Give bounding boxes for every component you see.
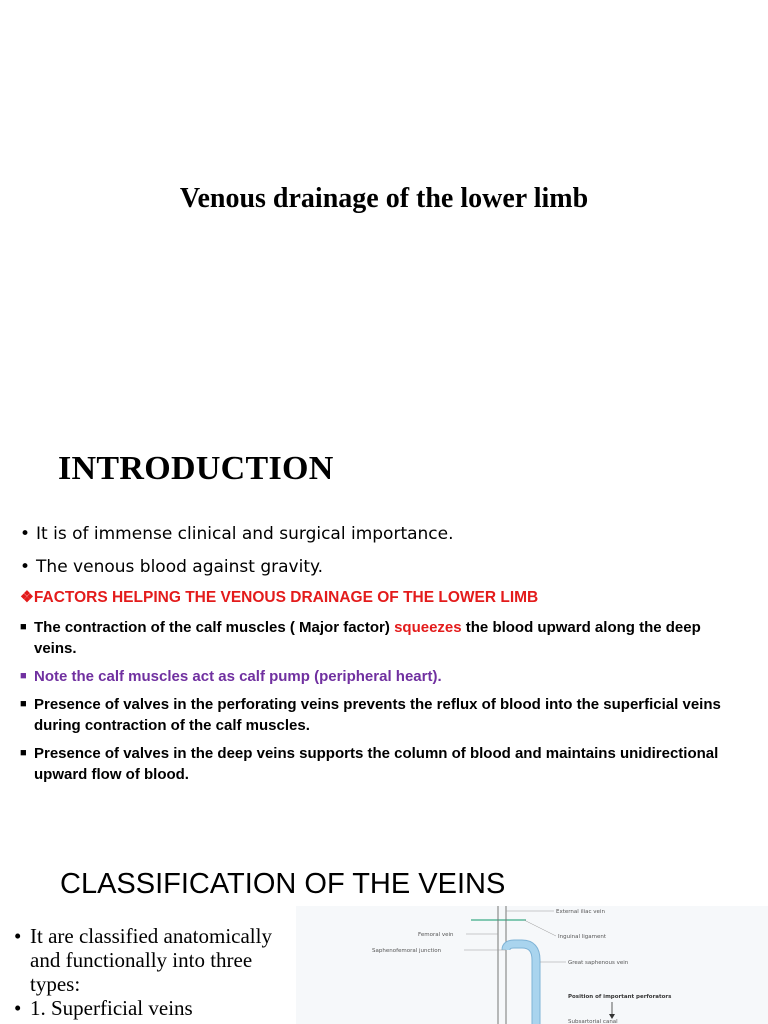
square-bullet-icon: ■ — [20, 698, 27, 710]
bullet-item: • The venous blood against gravity. — [20, 557, 324, 577]
bullet-icon: • — [20, 524, 31, 544]
highlight-word: squeezes — [394, 619, 462, 636]
label-inguinal: Inguinal ligament — [558, 934, 607, 940]
factor-item: ■ Presence of valves in the deep veins supports the column of blood and maintains unidirectional upward flow of blood. — [20, 745, 719, 783]
factor-item-note: ■ Note the calf muscles act as calf pump (peripheral heart). — [20, 668, 442, 685]
bullet-icon: • — [14, 996, 22, 1020]
factors-heading: ❖FACTORS HELPING THE VENOUS DRAINAGE OF THE LOWER LIMB — [20, 589, 539, 606]
factor-item: ■ The contraction of the calf muscles ( Major factor) squeezes the blood upward along the deep veins. — [20, 619, 701, 657]
label-great-saphenous: Great saphenous vein — [568, 960, 629, 966]
label-femoral: Femoral vein — [418, 932, 454, 938]
bullet-icon: • — [14, 924, 22, 948]
label-saphenofemoral: Saphenofemoral junction — [372, 948, 442, 954]
leader-line — [524, 920, 556, 936]
vein-diagram-svg — [296, 906, 768, 1024]
classification-list — [14, 924, 304, 1020]
title-slide — [0, 0, 768, 418]
list-item: • It are classified anatomically and functionally into three types: — [14, 924, 272, 996]
diamond-icon: ❖ — [20, 589, 34, 606]
intro-heading: INTRODUCTION — [58, 450, 334, 487]
factor-item: ■ Presence of valves in the perforating veins prevents the reflux of blood into the superficial veins during contraction of the calf muscles. — [20, 696, 721, 734]
bullet-icon: • — [20, 557, 31, 577]
classification-slide — [0, 832, 768, 1024]
square-bullet-icon: ■ — [20, 747, 27, 759]
classification-heading: CLASSIFICATION OF THE VEINS — [60, 868, 506, 900]
label-external-iliac: External iliac vein — [556, 909, 605, 915]
square-bullet-icon: ■ — [20, 621, 27, 633]
introduction-slide — [0, 418, 768, 832]
label-perforators: Position of important perforators — [568, 994, 672, 1000]
great-saphenous-vein — [506, 944, 536, 1024]
vein-diagram — [296, 906, 768, 1024]
list-item: • 1. Superficial veins — [14, 996, 193, 1020]
square-bullet-icon: ■ — [20, 670, 27, 682]
label-subsartorial: Subsartorial canal — [568, 1019, 618, 1024]
bullet-item: • It is of immense clinical and surgical importance. — [20, 524, 454, 544]
slide-title: Venous drainage of the lower limb — [179, 183, 589, 214]
